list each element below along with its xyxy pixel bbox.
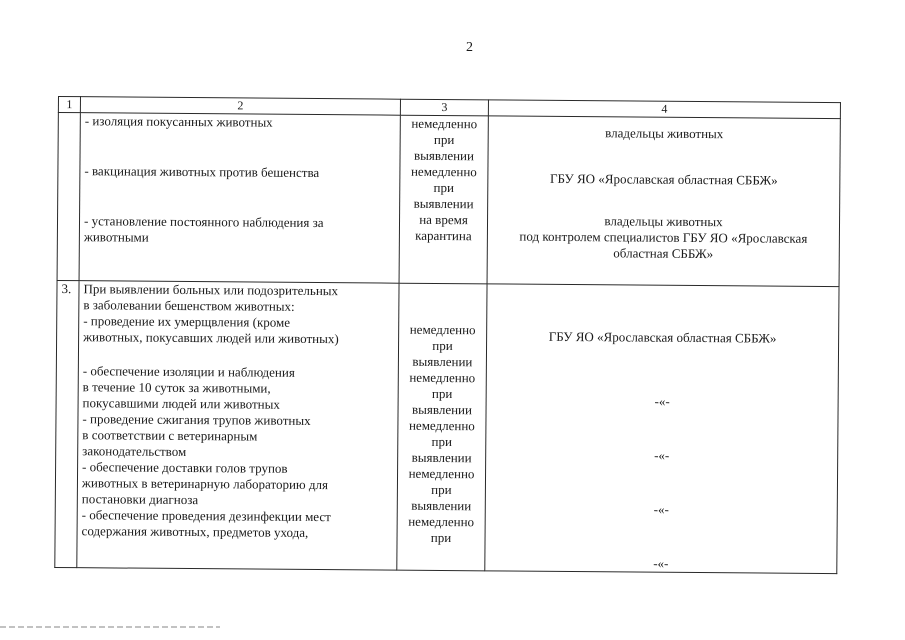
action-line: При выявлении больных или подозрительных bbox=[83, 281, 339, 299]
action-line: - установление постоянного наблюдения за bbox=[83, 213, 324, 231]
executor-line: владельцы животных bbox=[604, 213, 723, 230]
action-cell bbox=[79, 113, 400, 284]
timing-line: немедленно bbox=[408, 465, 475, 482]
action-line: законодательством bbox=[82, 443, 187, 460]
executor-cell bbox=[487, 116, 840, 287]
timing-line: выявлении bbox=[413, 195, 474, 212]
timing-line: немедленно bbox=[408, 417, 475, 434]
table-row bbox=[57, 113, 840, 287]
executor-line: -«- bbox=[654, 447, 670, 463]
timing-line: при bbox=[431, 481, 452, 498]
timing-cell bbox=[397, 283, 487, 571]
executor-line: владельцы животных bbox=[605, 125, 724, 142]
action-line: содержания животных, предметов ухода, bbox=[81, 523, 309, 540]
timing-line: при bbox=[433, 179, 455, 196]
action-line: - обеспечение проведения дезинфекции мест bbox=[81, 507, 331, 525]
action-line: в течение 10 суток за животными, bbox=[82, 379, 271, 396]
row-number bbox=[57, 113, 80, 281]
timing-line: немедленно bbox=[410, 163, 477, 180]
timing-line: при bbox=[431, 433, 453, 450]
timing-line: при bbox=[431, 385, 453, 402]
row-number: 3. bbox=[55, 280, 79, 567]
timing-cell bbox=[399, 115, 488, 284]
action-line: - проведение их умерщвления (кроме bbox=[83, 313, 291, 330]
table-row bbox=[55, 280, 839, 573]
action-line: в соответствии с ветеринарным bbox=[82, 427, 258, 444]
timing-line: выявлении bbox=[411, 497, 472, 514]
action-line: животных в ветеринарную лабораторию для bbox=[81, 475, 329, 493]
executor-line: под контролем специалистов ГБУ ЯО «Ярославская bbox=[519, 228, 808, 246]
timing-line: немедленно bbox=[411, 115, 478, 132]
action-line: животными bbox=[83, 229, 149, 245]
executor-line: -«- bbox=[654, 393, 670, 409]
timing-line: на время bbox=[419, 211, 468, 228]
timing-line: при bbox=[430, 529, 452, 546]
executor-line: ГБУ ЯО «Ярославская областная СББЖ» bbox=[549, 170, 778, 188]
scan-artifact bbox=[0, 626, 220, 628]
action-line: покусавшими людей или животных bbox=[82, 395, 280, 412]
header-col-3: 3 bbox=[400, 99, 488, 116]
timing-line: немедленно bbox=[408, 513, 475, 530]
header-col-4: 4 bbox=[488, 100, 840, 119]
header-col-1: 1 bbox=[58, 97, 80, 113]
action-line: - обеспечение изоляции и наблюдения bbox=[82, 363, 295, 380]
action-line: - изоляция покусанных животных bbox=[84, 113, 273, 130]
timing-line: выявлении bbox=[414, 147, 475, 164]
timing-line: немедленно bbox=[409, 321, 476, 338]
timing-line: при bbox=[432, 337, 453, 354]
executor-cell bbox=[485, 284, 839, 574]
timing-line: немедленно bbox=[409, 369, 476, 386]
document-table-container bbox=[54, 96, 840, 574]
executor-line: областная СББЖ» bbox=[613, 245, 714, 262]
timing-line: выявлении bbox=[412, 353, 473, 370]
action-line: - проведение сжигания трупов животных bbox=[82, 411, 311, 428]
action-cell bbox=[77, 281, 399, 571]
action-line: животных, покусавших людей или животных) bbox=[83, 329, 339, 347]
action-line: в заболевании бешенством животных: bbox=[83, 297, 295, 314]
header-col-2: 2 bbox=[80, 97, 400, 116]
timing-line: при bbox=[433, 131, 455, 148]
action-line: - вакцинация животных против бешенства bbox=[84, 163, 320, 181]
action-line: - обеспечение доставки голов трупов bbox=[82, 459, 288, 476]
executor-line: -«- bbox=[653, 555, 669, 571]
action-line: постановки диагноза bbox=[81, 491, 199, 508]
timing-line: карантина bbox=[415, 227, 472, 244]
executor-line: ГБУ ЯО «Ярославская областная СББЖ» bbox=[548, 328, 777, 346]
timing-line: выявлении bbox=[412, 401, 473, 418]
timing-line: выявлении bbox=[411, 449, 472, 466]
page-number: 2 bbox=[466, 40, 473, 55]
executor-line: -«- bbox=[653, 501, 669, 517]
measures-table bbox=[54, 96, 841, 574]
